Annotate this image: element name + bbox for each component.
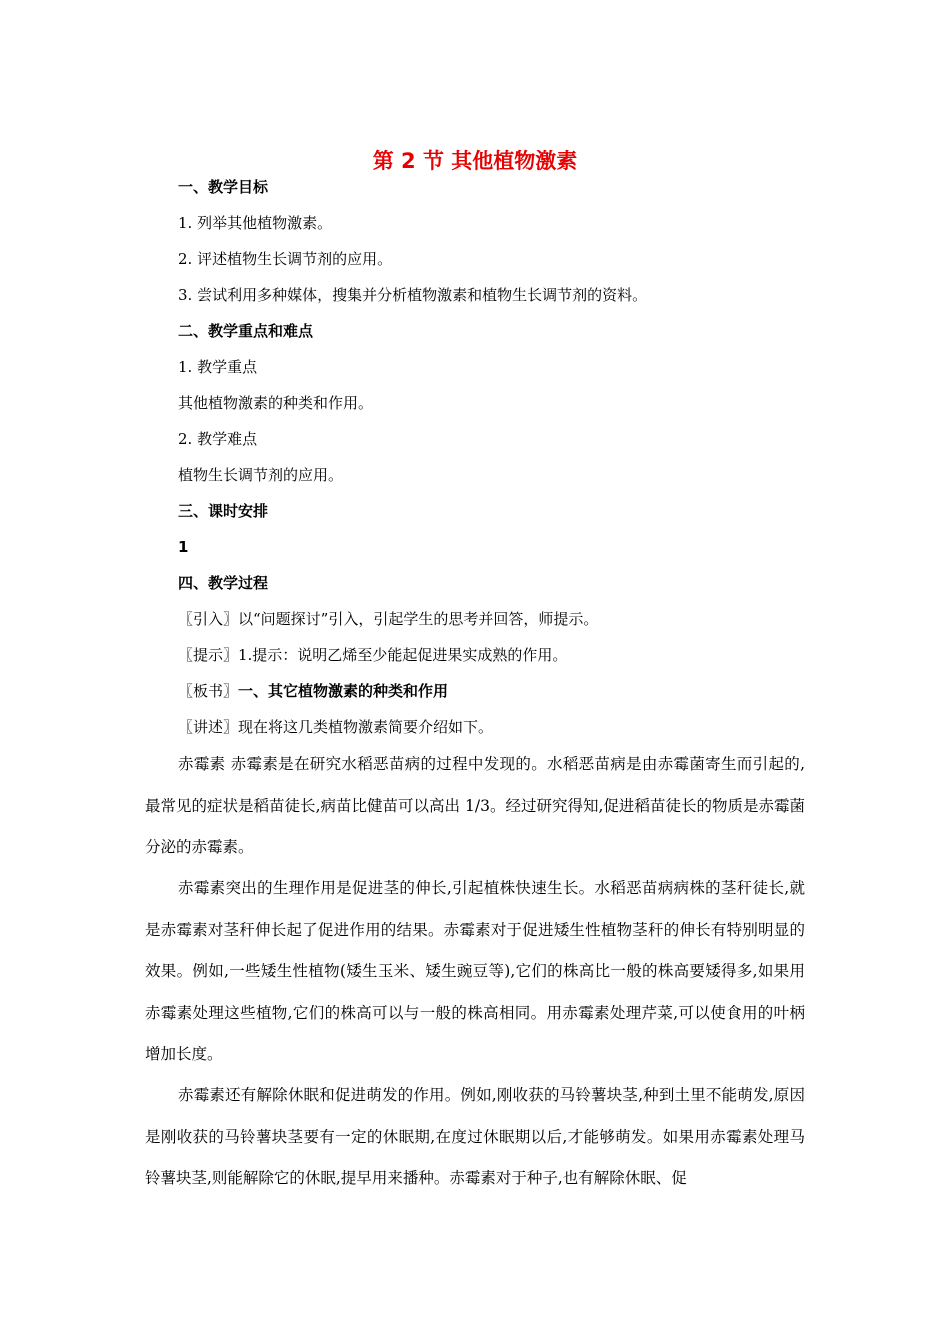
paragraph-gibberellin-function: 赤霉素突出的生理作用是促进茎的伸长,引起植株快速生长。水稻恶苗病病株的茎秆徒长,就是赤霉素对茎秆伸长起了促进作用的结果。赤霉素对于促进矮生性植物茎秆的伸长有特别明显的效果。例如,一些矮生性植物(矮生玉米、矮生豌豆等),它们的株高比一般的株高要矮得多,如果用赤霉素处理这些植物,它们的株高可以与一般的株高相同。用赤霉素处理芹菜,可以使食用的叶柄增加长度。 bbox=[145, 879, 805, 1063]
process-hint: 〖提示〗1.提示：说明乙烯至少能起促进果实成熟的作用。 bbox=[178, 646, 568, 664]
objective-item-1: 1. 列举其他植物激素。 bbox=[178, 214, 333, 232]
key-point-text: 其他植物激素的种类和作用。 bbox=[178, 394, 374, 412]
process-intro: 〖引入〗以“问题探讨”引入，引起学生的思考并回答，师提示。 bbox=[178, 610, 599, 628]
key-point-label: 1. 教学重点 bbox=[178, 358, 258, 376]
board-prefix: 〖板书〗 bbox=[178, 682, 239, 700]
paragraph-gibberellin-discovery: 赤霉素 赤霉素是在研究水稻恶苗病的过程中发现的。水稻恶苗病是由赤霉菌寄生而引起的,最常见的症状是稻苗徒长,病苗比健苗可以高出 1/3。经过研究得知,促进稻苗徒长的物质是赤霉菌分泌的赤霉素。 bbox=[145, 755, 805, 856]
process-lecture: 〖讲述〗现在将这几类植物激素简要介绍如下。 bbox=[178, 718, 494, 736]
section-heading-objectives: 一、教学目标 bbox=[178, 178, 269, 196]
section-heading-key-points: 二、教学重点和难点 bbox=[178, 322, 314, 340]
difficulty-text: 植物生长调节剂的应用。 bbox=[178, 466, 344, 484]
objective-item-3: 3. 尝试利用多种媒体，搜集并分析植物激素和植物生长调节剂的资料。 bbox=[178, 286, 648, 304]
section-heading-schedule: 三、课时安排 bbox=[178, 502, 269, 520]
section-heading-process: 四、教学过程 bbox=[178, 574, 269, 592]
objective-item-2: 2. 评述植物生长调节剂的应用。 bbox=[178, 250, 393, 268]
board-heading: 一、其它植物激素的种类和作用 bbox=[238, 682, 449, 700]
schedule-value: 1 bbox=[178, 538, 189, 556]
page-title: 第 2 节 其他植物激素 bbox=[372, 149, 578, 173]
paragraph-gibberellin-dormancy: 赤霉素还有解除休眠和促进萌发的作用。例如,刚收获的马铃薯块茎,种到土里不能萌发,原因是刚收获的马铃薯块茎要有一定的休眠期,在度过休眠期以后,才能够萌发。如果用赤霉素处理马铃薯块茎,则能解除它的休眠,提早用来播种。赤霉素对于种子,也有解除休眠、促 bbox=[145, 1086, 805, 1187]
difficulty-label: 2. 教学难点 bbox=[178, 430, 258, 448]
process-board bbox=[178, 680, 448, 702]
